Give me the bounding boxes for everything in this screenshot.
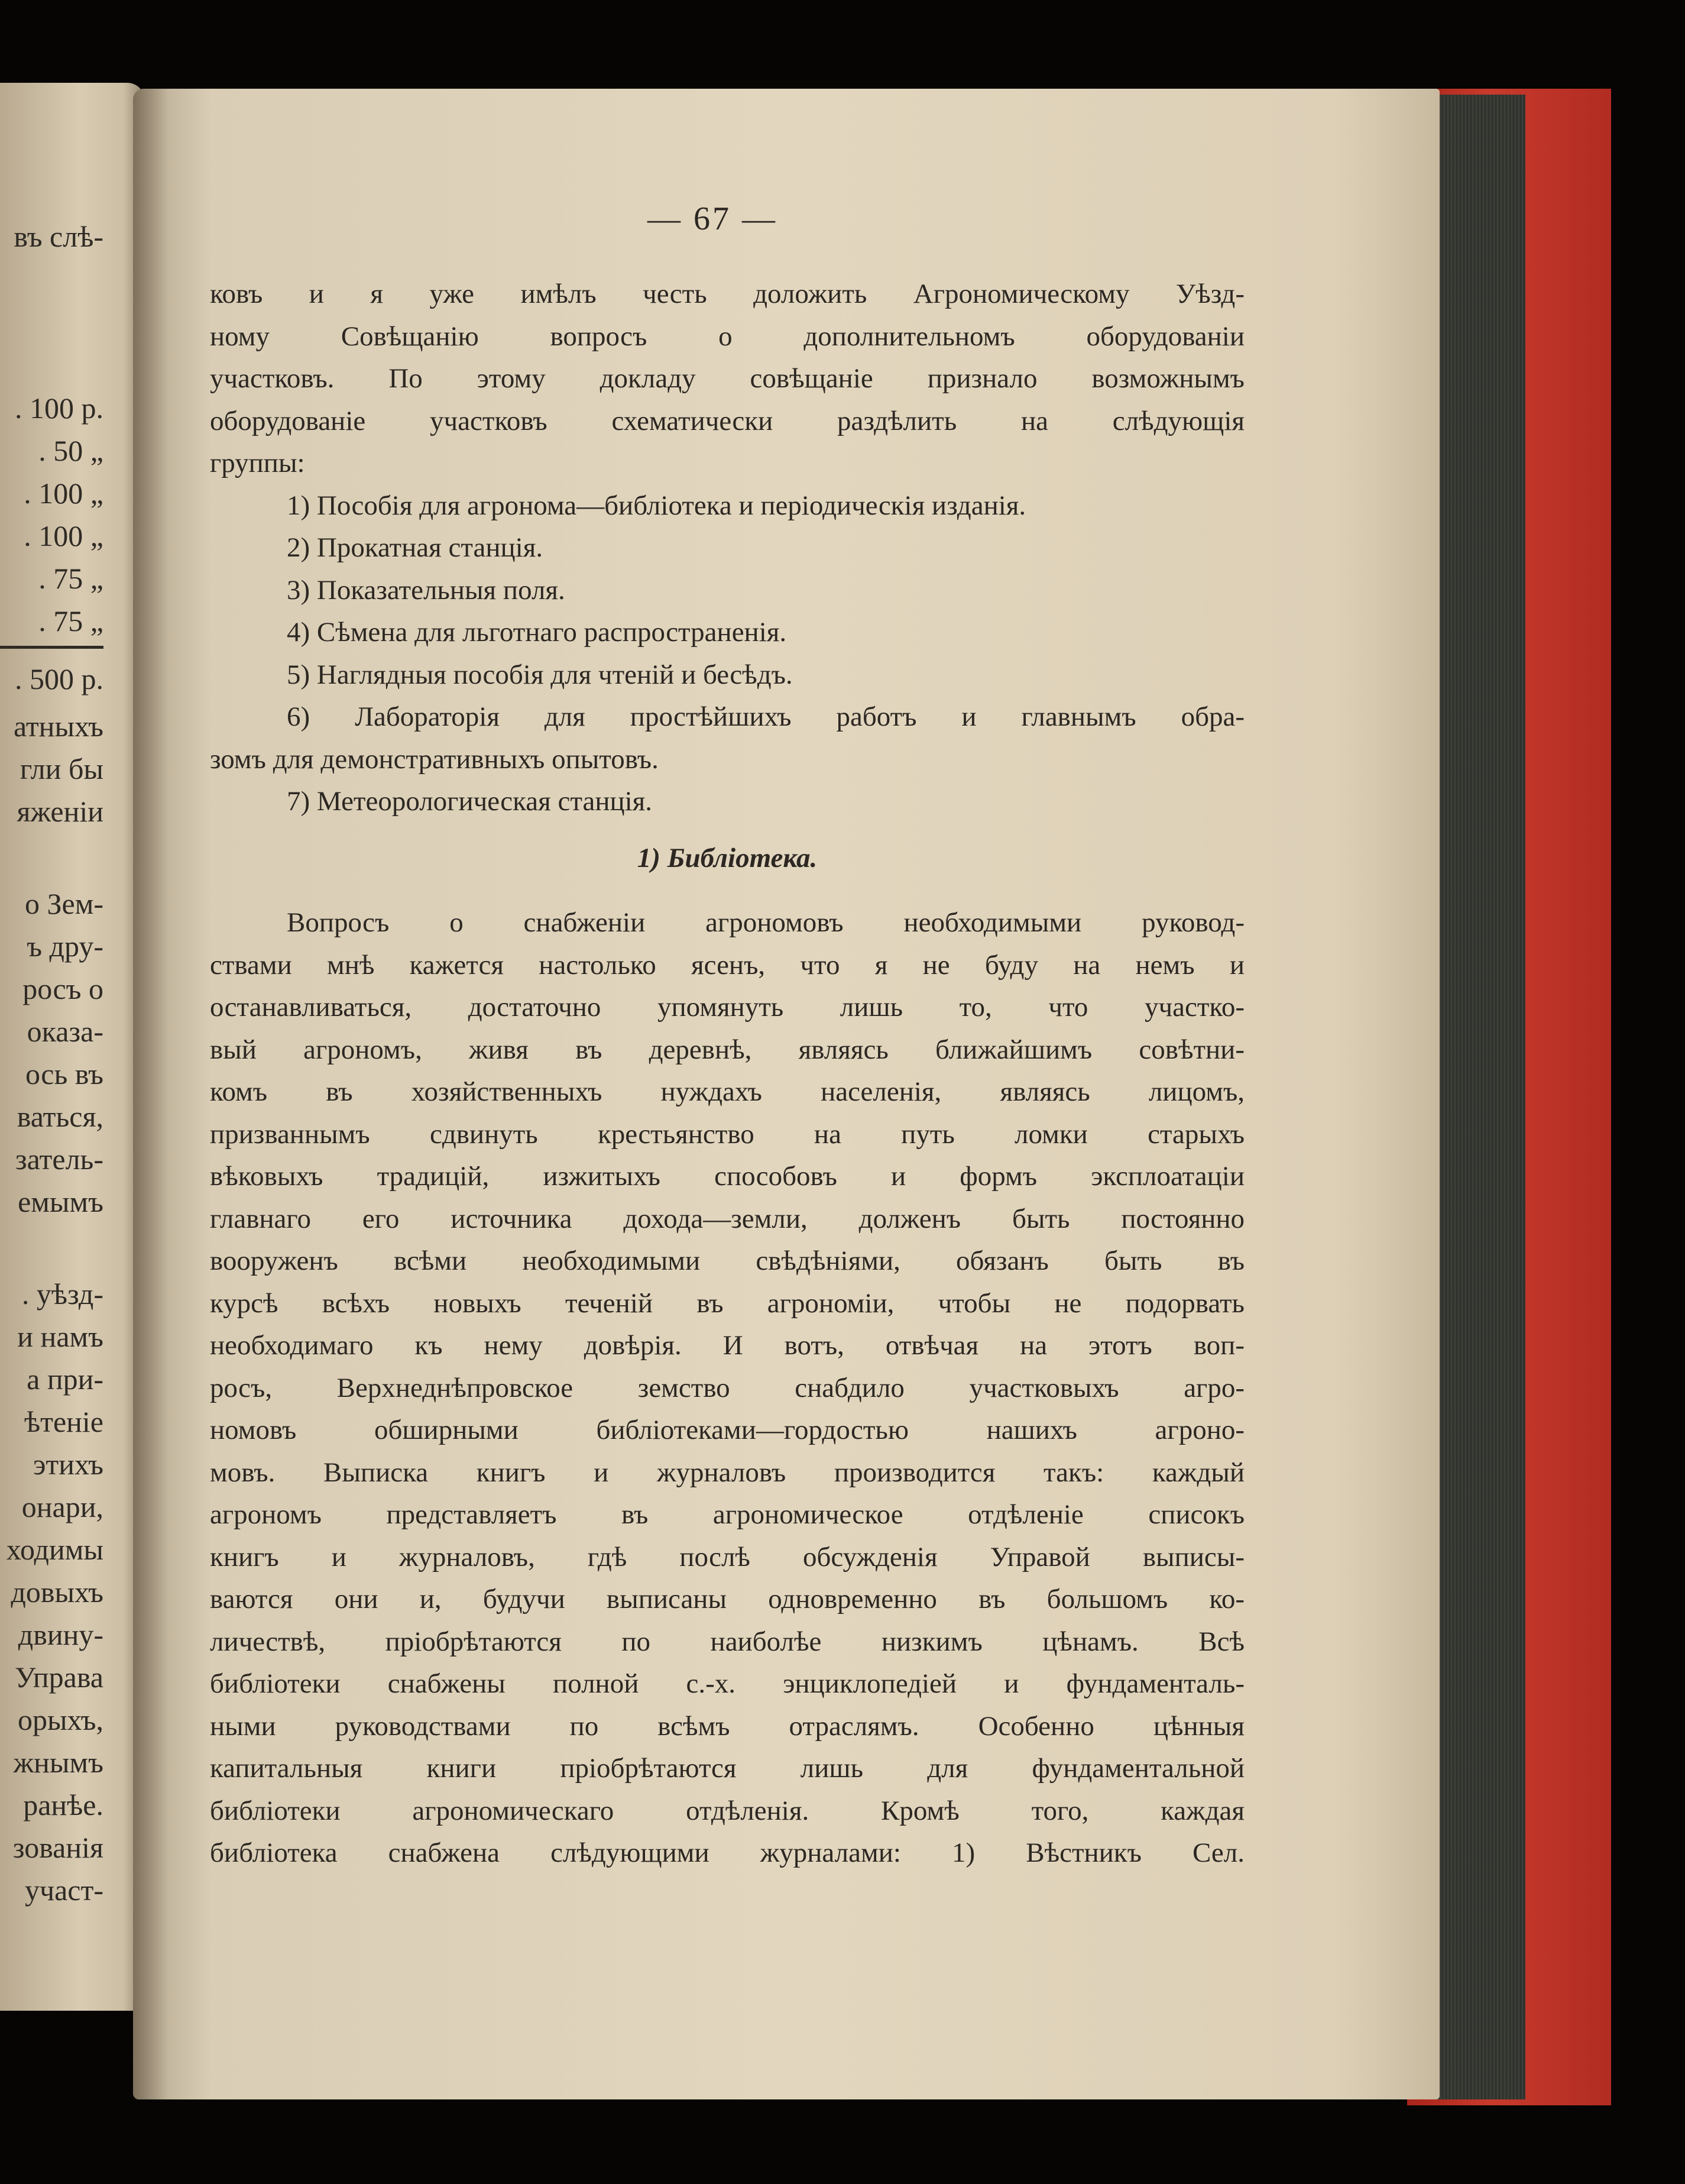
page-block-edge [1425, 95, 1525, 2099]
section-heading: 1) Библіотека. [637, 842, 818, 873]
left-page-sum-rule [0, 646, 103, 649]
left-page-line: . 75 „ [38, 562, 103, 595]
left-page-line: ъ дру- [27, 930, 103, 963]
text-line: ковъ и я уже имѣлъ честь доложить Агрономическому Уѣзд- [210, 279, 1245, 309]
list-item: 7) Метеорологическая станція. [287, 786, 653, 817]
left-page-line: ось въ [25, 1057, 103, 1091]
left-page-line: . 50 „ [38, 434, 103, 467]
left-page-line: и намъ [17, 1320, 103, 1353]
left-page-line: . 100 „ [24, 519, 103, 552]
list-item: 1) Пособія для агронома—библіотека и періодическія изданія. [287, 490, 1026, 521]
left-page-line: ѣтеніе [24, 1405, 103, 1438]
left-page-line: росъ о [22, 972, 103, 1005]
left-page-line: ваться, [17, 1100, 103, 1133]
text-line: призваннымъ сдвинуть крестьянство на путь ломки старыхъ [210, 1118, 1245, 1150]
text-line: номовъ обширными библіотеками—гордостью нашихъ агроно- [210, 1415, 1245, 1445]
text-line: капитальныя книги пріобрѣтаются лишь для фундаментальной [210, 1753, 1245, 1784]
text-line: Вопросъ о снабженіи агрономовъ необходимыми руковод- [287, 907, 1245, 938]
left-page-line: . 75 „ [38, 604, 103, 638]
left-page-line: Управа [14, 1661, 103, 1694]
left-page-line: а при- [27, 1363, 103, 1396]
text-line: главнаго его источника дохода—земли, долженъ быть постоянно [210, 1203, 1245, 1234]
page-text [210, 273, 1245, 1875]
left-page-line: . 100 р. [15, 391, 103, 425]
text-line: вооруженъ всѣми необходимыми свѣдѣніями, обязанъ быть въ [210, 1245, 1245, 1276]
list-item: 3) Показательныя поля. [287, 574, 565, 606]
text-line: вый агрономъ, живя въ деревнѣ, являясь ближайшимъ совѣтни- [210, 1034, 1245, 1065]
left-page-line: онари, [21, 1490, 103, 1523]
text-line: курсѣ всѣхъ новыхъ теченій въ агрономіи, чтобы не подорвать [210, 1287, 1245, 1319]
text-line: ваются они и, будучи выписаны одновременно въ большомъ ко- [210, 1584, 1245, 1614]
list-item: зомъ для демонстративныхъ опытовъ. [210, 743, 659, 775]
list-item: 5) Наглядныя пособія для чтеній и бесѣдъ. [287, 659, 793, 690]
left-page-line: . 100 „ [24, 477, 103, 510]
left-page-line: этихъ [33, 1448, 103, 1481]
left-page-line: зованія [12, 1831, 103, 1864]
text-line: агрономъ представляетъ въ агрономическое отдѣленіе списокъ [210, 1499, 1245, 1530]
left-page-line: емымъ [18, 1185, 103, 1218]
text-line: ному Совѣщанію вопросъ о дополнительномъ оборудованіи [210, 321, 1245, 352]
text-line: библіотеки снабжены полной с.-х. энциклопедіей и фундаменталь- [210, 1668, 1245, 1699]
left-page-line: ранѣе. [23, 1788, 103, 1821]
left-page-text [0, 83, 145, 2011]
spine-shadow [133, 89, 168, 2099]
text-line: библіотека снабжена слѣдующими журналами: 1) Вѣстникъ Сел. [210, 1837, 1245, 1868]
body-paragraph [210, 902, 1245, 1875]
text-line: библіотеки агрономическаго отдѣленія. Кромѣ того, каждая [210, 1795, 1245, 1826]
left-page-line: орыхъ, [17, 1703, 103, 1736]
left-page [0, 83, 145, 2011]
left-page-line: оказа- [27, 1015, 103, 1048]
left-page-line: . 500 р. [15, 662, 103, 695]
left-page-line: гли бы [20, 752, 103, 785]
left-page-line: жнымъ [13, 1746, 103, 1779]
text-line: оборудованіе участковъ схематически раздѣлить на слѣдующія [210, 405, 1245, 436]
page-number: — 67 — [647, 200, 777, 237]
text-line: книгъ и журналовъ, гдѣ послѣ обсужденія Управой выписы- [210, 1541, 1245, 1573]
equipment-list [210, 485, 1245, 823]
intro-last-line: группы: [210, 448, 305, 478]
left-page-line: атныхъ [13, 710, 103, 743]
left-page-line: о Зем- [24, 887, 103, 920]
text-line: мовъ. Выписка книгъ и журналовъ производится такъ: каждый [210, 1457, 1245, 1488]
text-line: вѣковыхъ традицій, изжитыхъ способовъ и формъ эксплоатаціи [210, 1161, 1245, 1192]
left-page-line: яженіи [17, 795, 103, 828]
left-page-line: въ слѣ- [14, 220, 103, 253]
text-line: ствами мнѣ кажется настолько ясенъ, что я не буду на немъ и [210, 949, 1245, 981]
list-item: 6) Лабораторія для простѣйшихъ работъ и главнымъ обра- [287, 701, 1245, 732]
text-line: останавливаться, достаточно упомянуть лишь то, что участко- [210, 992, 1245, 1023]
left-page-line: двину- [18, 1618, 103, 1651]
left-page-line: затель- [15, 1143, 103, 1176]
left-page-line: ходимы [6, 1533, 103, 1566]
text-line: комъ въ хозяйственныхъ нуждахъ населенія, являясь лицомъ, [210, 1076, 1245, 1107]
left-page-line: участ- [24, 1874, 103, 1907]
list-item: 4) Сѣмена для льготнаго распространенія. [287, 617, 787, 648]
text-line: участковъ. По этому докладу совѣщаніе признало возможнымъ [210, 363, 1245, 394]
left-page-line: . уѣзд- [21, 1277, 103, 1311]
text-line: ными руководствами по всѣмъ отраслямъ. Особенно цѣнныя [210, 1710, 1245, 1742]
text-line: росъ, Верхнеднѣпровское земство снабдило участковыхъ агро- [210, 1372, 1245, 1403]
left-page-line: довыхъ [11, 1575, 103, 1609]
list-item: 2) Прокатная станція. [287, 532, 543, 563]
text-line: личествѣ, пріобрѣтаются по наиболѣе низкимъ цѣнамъ. Всѣ [210, 1626, 1245, 1657]
text-line: необходимаго къ нему довѣрія. И вотъ, отвѣчая на этотъ воп- [210, 1330, 1245, 1361]
intro-paragraph [210, 273, 1245, 442]
